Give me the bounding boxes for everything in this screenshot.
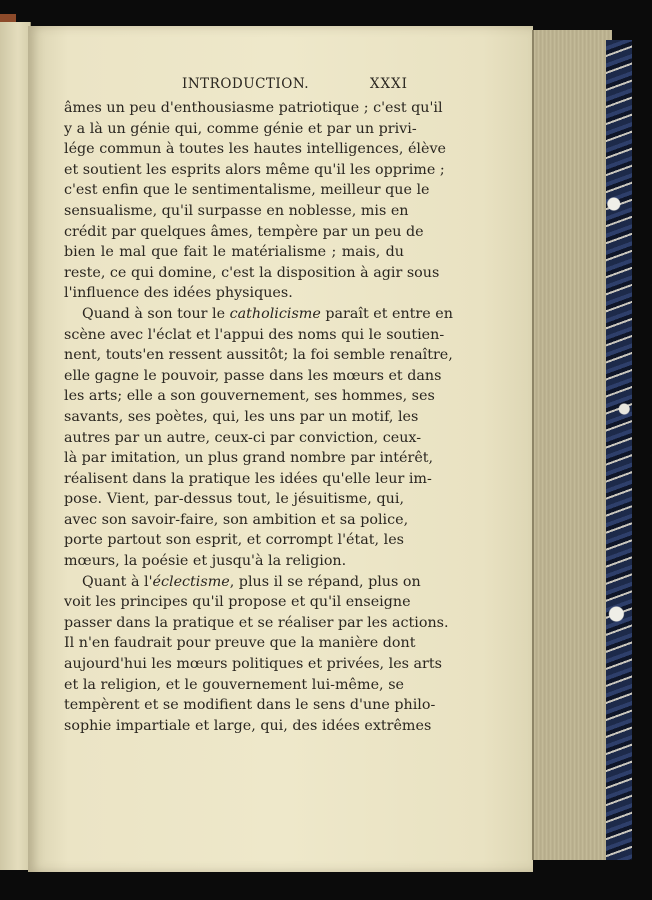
text-segment: voit les principes qu'il propose et qu'il enseigne (64, 594, 411, 611)
text-segment: crédit par quelques âmes, tempère par un peu de (64, 223, 424, 240)
text-line (64, 263, 440, 284)
text-line (64, 222, 424, 243)
text-segment: elle gagne le pouvoir, passe dans les mœurs et dans (64, 367, 442, 384)
text-segment: sophie impartiale et large, qui, des idées extrêmes (64, 717, 432, 734)
italic-term: éclectisme (152, 573, 230, 590)
text-segment: , plus il se répand, plus on (229, 573, 421, 590)
text-segment: bien le mal que fait le matérialisme ; mais, du (64, 244, 404, 261)
left-page-edge (0, 22, 31, 870)
text-segment: tempèrent et se modifient dans le sens d'une philo- (64, 697, 436, 714)
page-text (64, 76, 453, 736)
text-segment: passer dans la pratique et se réaliser par les actions. (64, 614, 449, 631)
text-line (64, 716, 432, 737)
text-segment: et soutient les esprits alors même qu'il les opprime ; (64, 161, 445, 178)
text-line (64, 633, 416, 654)
text-segment: l'influence des idées physiques. (64, 285, 293, 302)
text-line (64, 304, 453, 325)
text-line (64, 695, 436, 716)
marbled-cover (606, 40, 632, 860)
text-line (64, 407, 419, 428)
text-segment: réalisent dans la pratique les idées qu'elle leur im- (64, 470, 432, 487)
text-line (64, 572, 421, 593)
text-segment: les arts; elle a son gouvernement, ses hommes, ses (64, 388, 435, 405)
text-line (64, 448, 434, 469)
running-header (64, 76, 408, 98)
text-segment: aujourd'hui les mœurs politiques et privées, les arts (64, 656, 442, 673)
text-line (64, 160, 445, 181)
text-segment: y a là un génie qui, comme génie et par un privi- (64, 120, 417, 137)
running-title: INTRODUCTION. (182, 76, 310, 92)
text-segment: nent, touts'en ressent aussitôt; la foi semble renaître, (64, 347, 453, 364)
paragraph (64, 304, 453, 572)
text-line (64, 654, 442, 675)
text-segment: autres par un autre, ceux-ci par conviction, ceux- (64, 429, 422, 446)
text-line (64, 345, 453, 366)
text-line (64, 675, 404, 696)
text-line (64, 180, 430, 201)
text-segment: c'est enfin que le sentimentalisme, meilleur que le (64, 182, 430, 199)
text-line (64, 283, 404, 304)
paragraph (64, 572, 449, 737)
text-segment: avec son savoir-faire, son ambition et sa police, (64, 511, 409, 528)
text-segment: sensualisme, qu'il surpasse en noblesse, mis en (64, 202, 409, 219)
text-segment: savants, ses poètes, qui, les uns par un motif, les (64, 408, 419, 425)
text-segment: âmes un peu d'enthousiasme patriotique ; c'est qu'il (64, 100, 443, 116)
text-line (64, 366, 442, 387)
text-segment: Quand à son tour le (82, 305, 230, 322)
text-line (64, 428, 422, 449)
text-segment: lége commun à toutes les hautes intelligences, élève (64, 141, 446, 158)
text-segment: et la religion, et le gouvernement lui-même, se (64, 676, 404, 693)
text-line (64, 98, 443, 119)
text-line (64, 201, 409, 222)
text-line (64, 592, 411, 613)
text-line (64, 613, 449, 634)
text-line (64, 119, 417, 140)
text-segment: Il n'en faudrait pour preuve que la manière dont (64, 635, 416, 652)
paragraph (64, 98, 446, 304)
page-number: XXXI (369, 76, 408, 92)
text-segment: pose. Vient, par-dessus tout, le jésuitisme, qui, (64, 491, 404, 508)
text-line (64, 551, 404, 572)
italic-term: catholicisme (229, 305, 321, 322)
text-segment: scène avec l'éclat et l'appui des noms qui le soutien- (64, 326, 445, 343)
text-segment: porte partout son esprit, et corrompt l'état, les (64, 532, 404, 549)
text-line (64, 325, 445, 346)
page-block-edge (532, 30, 612, 860)
text-line (64, 530, 404, 551)
text-segment: reste, ce qui domine, c'est la disposition à agir sous (64, 264, 440, 281)
body-text (64, 98, 453, 736)
text-segment: Quant à l' (82, 573, 153, 590)
text-line (64, 469, 432, 490)
text-line (64, 386, 435, 407)
text-line (64, 139, 446, 160)
text-segment: là par imitation, un plus grand nombre par intérêt, (64, 450, 434, 467)
text-line (64, 242, 404, 263)
text-segment: paraît et entre en (320, 305, 453, 322)
text-line (64, 489, 404, 510)
text-segment: mœurs, la poésie et jusqu'à la religion. (64, 553, 347, 570)
text-line (64, 510, 409, 531)
